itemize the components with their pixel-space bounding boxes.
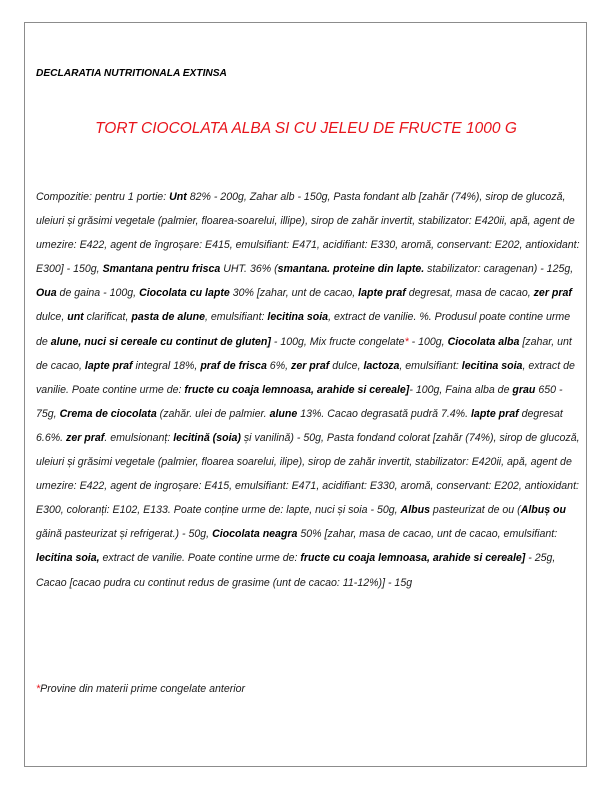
ingredient-bold: lecitina soia bbox=[267, 311, 329, 324]
ingredient-bold: zer praf bbox=[291, 359, 330, 372]
composition-text: - 100g, bbox=[408, 335, 448, 348]
ingredient-bold: fructe cu coaja lemnoasa, arahide si cereale] bbox=[184, 383, 410, 396]
composition-text: clarificat, bbox=[83, 311, 132, 324]
ingredient-bold: Ciocolata neagra bbox=[212, 528, 298, 541]
ingredient-bold: grau bbox=[512, 383, 536, 396]
composition-text: degresat 6.6%. bbox=[36, 407, 563, 444]
ingredient-bold: unt bbox=[67, 311, 84, 324]
ingredient-bold: Ciocolata cu lapte bbox=[139, 287, 230, 300]
composition-text: , extract de vanilie. %. Produsul poate contine urme de bbox=[36, 311, 571, 348]
ingredient-bold: Albus bbox=[400, 504, 430, 517]
document-heading: DECLARATIA NUTRITIONALA EXTINSA bbox=[36, 68, 227, 79]
ingredient-bold: Unt bbox=[169, 191, 187, 203]
ingredient-bold: lecitina soia, bbox=[36, 552, 100, 565]
composition-text: 13%. Cacao degrasată pudră 7.4%. bbox=[297, 407, 471, 420]
composition-text: pasteurizat de ou ( bbox=[429, 504, 521, 517]
ingredient-bold: zer praf bbox=[66, 431, 105, 444]
composition-text: UHT. 36% ( bbox=[220, 263, 278, 276]
composition-text: degresat, masa de cacao, bbox=[405, 287, 534, 300]
ingredient-bold: lapte praf bbox=[358, 287, 406, 300]
composition-text: de gaina - 100g, bbox=[56, 287, 140, 300]
ingredient-bold: lapte praf bbox=[84, 359, 133, 372]
composition-text: dulce, bbox=[36, 311, 68, 324]
composition-text: stabilizator: caragenan) - 125g, bbox=[424, 263, 574, 276]
composition-text: și vanilină) - 50g, Pasta fondand colorat [zahăr (74%), sirop de glucoză, uleiuri și grăsimi vegetale (palmier, floarea soarelui, ilipe), sirop de zahăr invertit, stabilizator: E420ii, apă, agent de umezire: E422, agent de ingroșare: E415, emulsifiant: E471, acidifiant: E330, aromă, conservant: E202, antioxidant: E300, coloranți: E102, E133. Poate conține urme de: lapte, nuci și soia - 50g, bbox=[36, 431, 580, 517]
ingredient-bold: alune bbox=[269, 407, 298, 420]
ingredient-bold: Oua bbox=[36, 287, 57, 300]
ingredient-bold: lecitină (soia) bbox=[173, 431, 241, 444]
ingredient-bold: Smantana pentru frisca bbox=[102, 263, 221, 276]
product-title: TORT CIOCOLATA ALBA SI CU JELEU DE FRUCTE 1000 G bbox=[95, 120, 517, 137]
composition-text: - 25g, Cacao [cacao pudra cu continut redus de grasime (unt de cacao: 11-12%)] - 15g bbox=[36, 552, 556, 589]
composition-text: - 100g, Faina alba de bbox=[409, 383, 513, 396]
composition-paragraph bbox=[36, 185, 582, 595]
ingredient-bold: zer praf bbox=[533, 287, 572, 300]
composition-text: (zahăr. ulei de palmier. bbox=[156, 407, 270, 420]
composition-text: Compozitie: pentru 1 portie: bbox=[36, 191, 170, 203]
composition-text: extract de vanilie. Poate contine urme de: bbox=[99, 552, 301, 565]
ingredient-bold: lactoza bbox=[363, 359, 400, 372]
ingredient-bold: lapte praf bbox=[470, 407, 519, 420]
frozen-asterisk: * bbox=[404, 335, 409, 348]
composition-text: integral 18%, bbox=[132, 359, 201, 372]
composition-text: 82% - 200g, Zahar alb - 150g, Pasta fondant alb [zahăr (74%), sirop de glucoză, uleiuri și grăsimi vegetale (palmier, floarea-soarelui, illipe), sirop de zahăr invertit, stabilizator: E420ii, apă, agent de umezire: E422, agent de îngroșare: E415, emulsifiant: E471, acidifiant: E330, aromă, conservant: E202, antioxidant: E300] - 150g, bbox=[36, 191, 580, 276]
composition-text: . emulsionanț: bbox=[104, 431, 174, 444]
ingredient-bold: Albuș ou bbox=[520, 504, 567, 517]
composition-text: - 100g, Mix fructe congelate bbox=[270, 335, 405, 348]
composition-text: 650 - 75g, bbox=[36, 383, 563, 420]
composition-text: , emulsifiant: bbox=[204, 311, 268, 324]
ingredient-bold: smantana. proteine din lapte. bbox=[277, 263, 425, 276]
composition-text: dulce, bbox=[329, 359, 364, 372]
ingredient-bold: alune, nuci si cereale cu continut de gluten] bbox=[50, 335, 271, 348]
footnote-asterisk: * bbox=[36, 683, 41, 695]
composition-text: , emulsifiant: bbox=[399, 359, 462, 372]
composition-text: [zahar, unt de cacao, bbox=[36, 335, 572, 372]
ingredient-bold: lecitina soia bbox=[461, 359, 523, 372]
composition-text: 50% [zahar, masa de cacao, unt de cacao, emulsifiant: bbox=[297, 528, 558, 541]
composition-text: 6%, bbox=[266, 359, 292, 372]
ingredient-bold: Crema de ciocolata bbox=[59, 407, 157, 420]
ingredient-bold: Ciocolata alba bbox=[447, 335, 520, 348]
footnote-text: Provine din materii prime congelate anterior bbox=[40, 683, 246, 695]
footnote bbox=[36, 683, 245, 695]
composition-text: găină pasteurizat și refrigerat.) - 50g, bbox=[36, 528, 213, 541]
ingredient-bold: pasta de alune bbox=[131, 311, 205, 324]
composition-text: 30% [zahar, unt de cacao, bbox=[229, 287, 359, 300]
ingredient-bold: praf de frisca bbox=[200, 359, 267, 372]
composition-text: , extract de vanilie. Poate contine urme de: bbox=[36, 359, 575, 396]
ingredient-bold: fructe cu coaja lemnoasa, arahide si cereale] bbox=[300, 552, 526, 565]
